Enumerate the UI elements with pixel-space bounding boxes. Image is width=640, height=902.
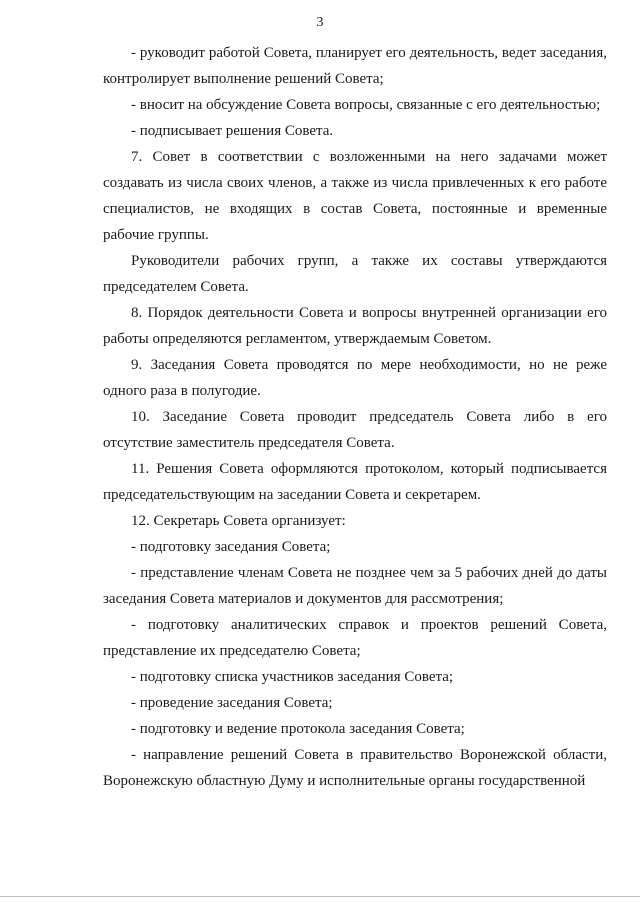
paragraph: - вносит на обсуждение Совета вопросы, связанные с его деятельностью; bbox=[131, 97, 601, 113]
document-body bbox=[103, 40, 607, 794]
paragraph: - подготовку списка участников заседания Совета; bbox=[131, 669, 454, 685]
paragraph: 8. Порядок деятельности Совета и вопросы внутренней организации его работы определяются регламентом, утверждаемым Советом. bbox=[103, 305, 607, 347]
paragraph: - представление членам Совета не позднее чем за 5 рабочих дней до даты заседания Совета материалов и документов для рассмотрения; bbox=[103, 565, 607, 607]
paragraph: 10. Заседание Совета проводит председатель Совета либо в его отсутствие заместитель председателя Совета. bbox=[103, 409, 607, 451]
paragraph: Руководители рабочих групп, а также их составы утверждаются председателем Совета. bbox=[103, 253, 607, 295]
paragraph: 9. Заседания Совета проводятся по мере необходимости, но не реже одного раза в полугодие. bbox=[103, 357, 607, 399]
paragraph: 11. Решения Совета оформляются протоколом, который подписывается председательствующим на заседании Совета и секретарем. bbox=[103, 461, 607, 503]
paragraph: 7. Совет в соответствии с возложенными на него задачами может создавать из числа своих членов, а также из числа привлеченных к его работе специалистов, не входящих в состав Совета, постоянные и временные рабочие группы. bbox=[103, 149, 607, 243]
paragraph: - проведение заседания Совета; bbox=[131, 695, 333, 711]
page-bottom-edge bbox=[0, 896, 640, 897]
paragraph: - подготовку аналитических справок и проектов решений Совета, представление их председателю Совета; bbox=[103, 617, 607, 659]
paragraph: - подготовку заседания Совета; bbox=[131, 539, 331, 555]
paragraph: 12. Секретарь Совета организует: bbox=[131, 513, 346, 529]
paragraph: - подготовку и ведение протокола заседания Совета; bbox=[131, 721, 465, 737]
paragraph: - направление решений Совета в правительство Воронежской области, Воронежскую областную Думу и исполнительные органы государственной bbox=[103, 747, 607, 789]
paragraph: - подписывает решения Совета. bbox=[131, 123, 334, 139]
page-number: 3 bbox=[316, 15, 324, 30]
paragraph: - руководит работой Совета, планирует его деятельность, ведет заседания, контролирует выполнение решений Совета; bbox=[103, 45, 607, 87]
